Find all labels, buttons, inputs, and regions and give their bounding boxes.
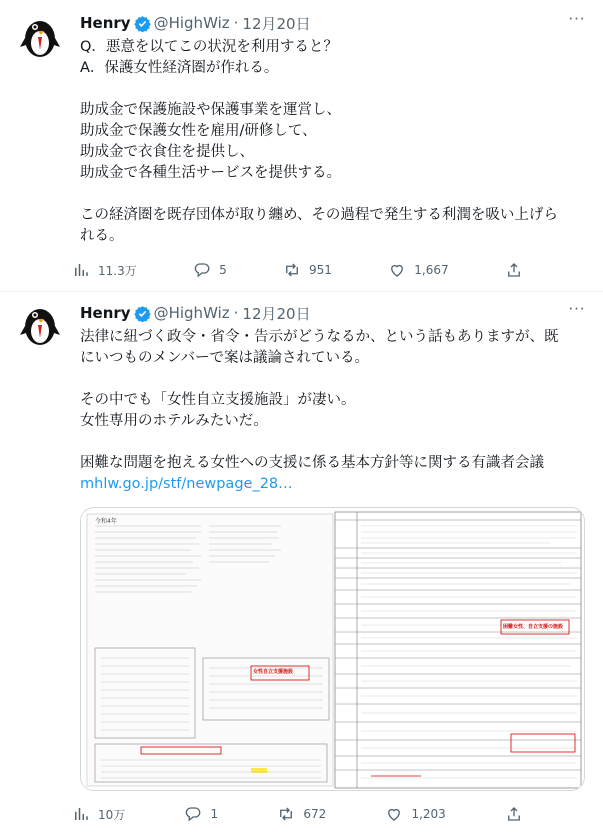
penguin-avatar-icon: [16, 12, 64, 60]
retweet-button[interactable]: [283, 261, 332, 279]
like-icon: [388, 261, 406, 279]
tweet-1[interactable]: [0, 0, 603, 292]
attached-image[interactable]: [80, 507, 585, 791]
text-line: れる。: [80, 228, 124, 244]
tweet-text: [80, 327, 587, 495]
like-count: 1,203: [411, 807, 446, 821]
retweet-icon: [283, 261, 301, 279]
reply-count: 5: [219, 263, 227, 277]
views-count: 10万: [98, 807, 126, 822]
text-line: 助成金で各種生活サービスを提供する。: [80, 165, 341, 181]
text-line: 困難な問題を抱える女性への支援に係る基本方針等に関する有識者会議: [80, 455, 544, 471]
tweet-date[interactable]: 12月20日: [242, 304, 311, 323]
avatar[interactable]: [16, 300, 64, 348]
share-button[interactable]: [505, 805, 523, 823]
more-icon[interactable]: ···: [568, 300, 586, 318]
text-line: にいつものメンバーで案は議論されている。: [80, 350, 369, 366]
document-red-note: 困難女性、自立支援の施設: [503, 624, 564, 630]
views-button[interactable]: [72, 261, 137, 279]
tweet-header: [80, 302, 587, 324]
verified-badge-icon: [134, 15, 151, 32]
text-line: その中でも「女性自立支援施設」が凄い。: [80, 392, 356, 408]
document-heading: 令和4年: [95, 518, 117, 525]
text-line: この経済圏を既存団体が取り纏め、その過程で発生する利潤を吸い上げら: [80, 207, 558, 223]
separator-dot: ·: [233, 14, 239, 32]
views-button[interactable]: [72, 805, 125, 823]
retweet-count: 672: [303, 807, 327, 821]
views-chart-icon: [72, 805, 90, 823]
text-line: 助成金で衣食住を提供し、: [80, 144, 254, 160]
text-line: 女性専用のホテルみたいだ。: [80, 413, 268, 429]
verified-badge-icon: [134, 305, 151, 322]
text-line: 法律に紐づく政令・省令・告示がどうなるか、という話もありますが、既: [80, 329, 559, 345]
author-handle[interactable]: @HighWiz: [153, 14, 230, 32]
tweet-date[interactable]: 12月20日: [242, 14, 311, 33]
share-button[interactable]: [505, 261, 523, 279]
reply-button[interactable]: [193, 261, 227, 279]
author-name[interactable]: Henry: [80, 304, 131, 322]
author-name[interactable]: Henry: [80, 14, 131, 32]
reply-icon: [184, 805, 202, 823]
separator-dot: ·: [233, 304, 239, 322]
tweet-link[interactable]: mhlw.go.jp/stf/newpage_28…: [80, 476, 293, 492]
tweet-actions: [72, 260, 523, 280]
tweet-content: [80, 302, 587, 495]
tweet-2[interactable]: [0, 292, 603, 834]
views-chart-icon: [72, 261, 90, 279]
tweet-content: [80, 12, 587, 247]
text-line: Q．悪意を以てこの状況を利用すると？: [80, 39, 338, 55]
retweet-button[interactable]: [277, 805, 326, 823]
views-count: 11.3万: [98, 263, 137, 278]
tweet-text: [80, 37, 587, 247]
reply-icon: [193, 261, 211, 279]
author-handle[interactable]: @HighWiz: [153, 304, 230, 322]
avatar[interactable]: [16, 12, 64, 60]
tweet-header: [80, 12, 587, 34]
retweet-count: 951: [309, 263, 332, 277]
more-icon[interactable]: ···: [568, 10, 586, 28]
text-line: A．保護女性経済圏が作れる。: [80, 60, 279, 76]
text-line: 助成金で保護施設や保護事業を運営し、: [80, 102, 341, 118]
like-count: 1,667: [414, 263, 449, 277]
text-line: 助成金で保護女性を雇用/研修して、: [80, 123, 317, 139]
reply-count: 1: [210, 807, 219, 821]
penguin-avatar-icon: [16, 300, 64, 348]
like-button[interactable]: [388, 261, 448, 279]
like-icon: [385, 805, 403, 823]
share-icon: [505, 805, 523, 823]
retweet-icon: [277, 805, 295, 823]
share-icon: [505, 261, 523, 279]
document-red-note: 女性自立支援施設: [253, 669, 294, 675]
reply-button[interactable]: [184, 805, 218, 823]
tweet-actions: [72, 804, 523, 824]
like-button[interactable]: [385, 805, 445, 823]
document-scan-image: [81, 508, 585, 791]
